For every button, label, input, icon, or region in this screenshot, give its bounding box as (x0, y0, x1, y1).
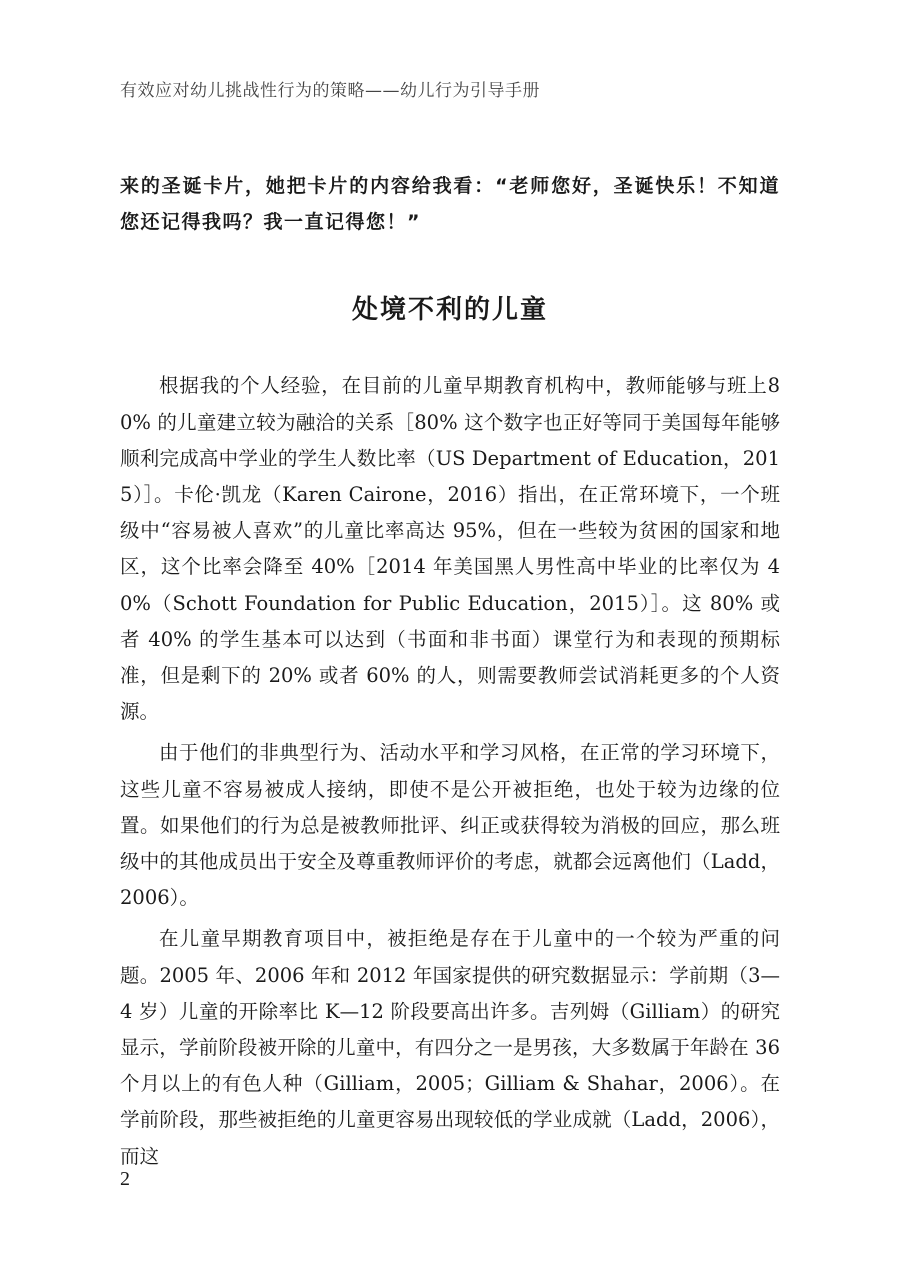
body-paragraph-2: 由于他们的非典型行为、活动水平和学习风格，在正常的学习环境下，这些儿童不容易被成人接纳，即使不是公开被拒绝，也处于较为边缘的位置。如果他们的行为总是被教师批评、纠正或获得较为消极的回应，那么班级中的其他成员出于安全及尊重教师评价的考虑，就都会远离他们（Ladd，2006）。 (120, 741, 780, 910)
page-body (120, 168, 780, 1180)
body-paragraph-1: 根据我的个人经验，在目前的儿童早期教育机构中，教师能够与班上80% 的儿童建立较为融洽的关系［80% 这个数字也正好等同于美国每年能够顺利完成高中学业的学生人数比率（US Department of Education，2015）］。卡伦·凯龙（Karen Cairone，2016）指出，在正常环境下，一个班级中“容易被人喜欢”的儿童比率高达 95%，但在一些较为贫困的国家和地区，这个比率会降至 40%［2014 年美国黑人男性高中毕业的比率仅为 40%（Schott Foundation for Public Education，2015）］。这 80% 或者 40% 的学生基本可以达到（书面和非书面）课堂行为和表现的预期标准，但是剩下的 20% 或者 60% 的人，则需要教师尝试消耗更多的个人资源。 (120, 374, 780, 724)
body-paragraph-3: 在儿童早期教育项目中，被拒绝是存在于儿童中的一个较为严重的问题。2005 年、2006 年和 2012 年国家提供的研究数据显示：学前期（3—4 岁）儿童的开除率比 K—12 阶段要高出许多。吉列姆（Gilliam）的研究显示，学前阶段被开除的儿童中，有四分之一是男孩，大多数属于年龄在 36 个月以上的有色人种（Gilliam，2005；Gilliam & Shahar，2006）。在学前阶段，那些被拒绝的儿童更容易出现较低的学业成就（Ladd，2006），而这 (120, 927, 780, 1168)
page-number: 2 (120, 1168, 130, 1190)
continued-paragraph: 来的圣诞卡片，她把卡片的内容给我看：“老师您好，圣诞快乐！不知道您还记得我吗？我一直记得您！” (120, 175, 780, 234)
section-title: 处境不利的儿童 (351, 295, 548, 326)
running-header: 有效应对幼儿挑战性行为的策略——幼儿行为引导手册 (120, 81, 540, 101)
